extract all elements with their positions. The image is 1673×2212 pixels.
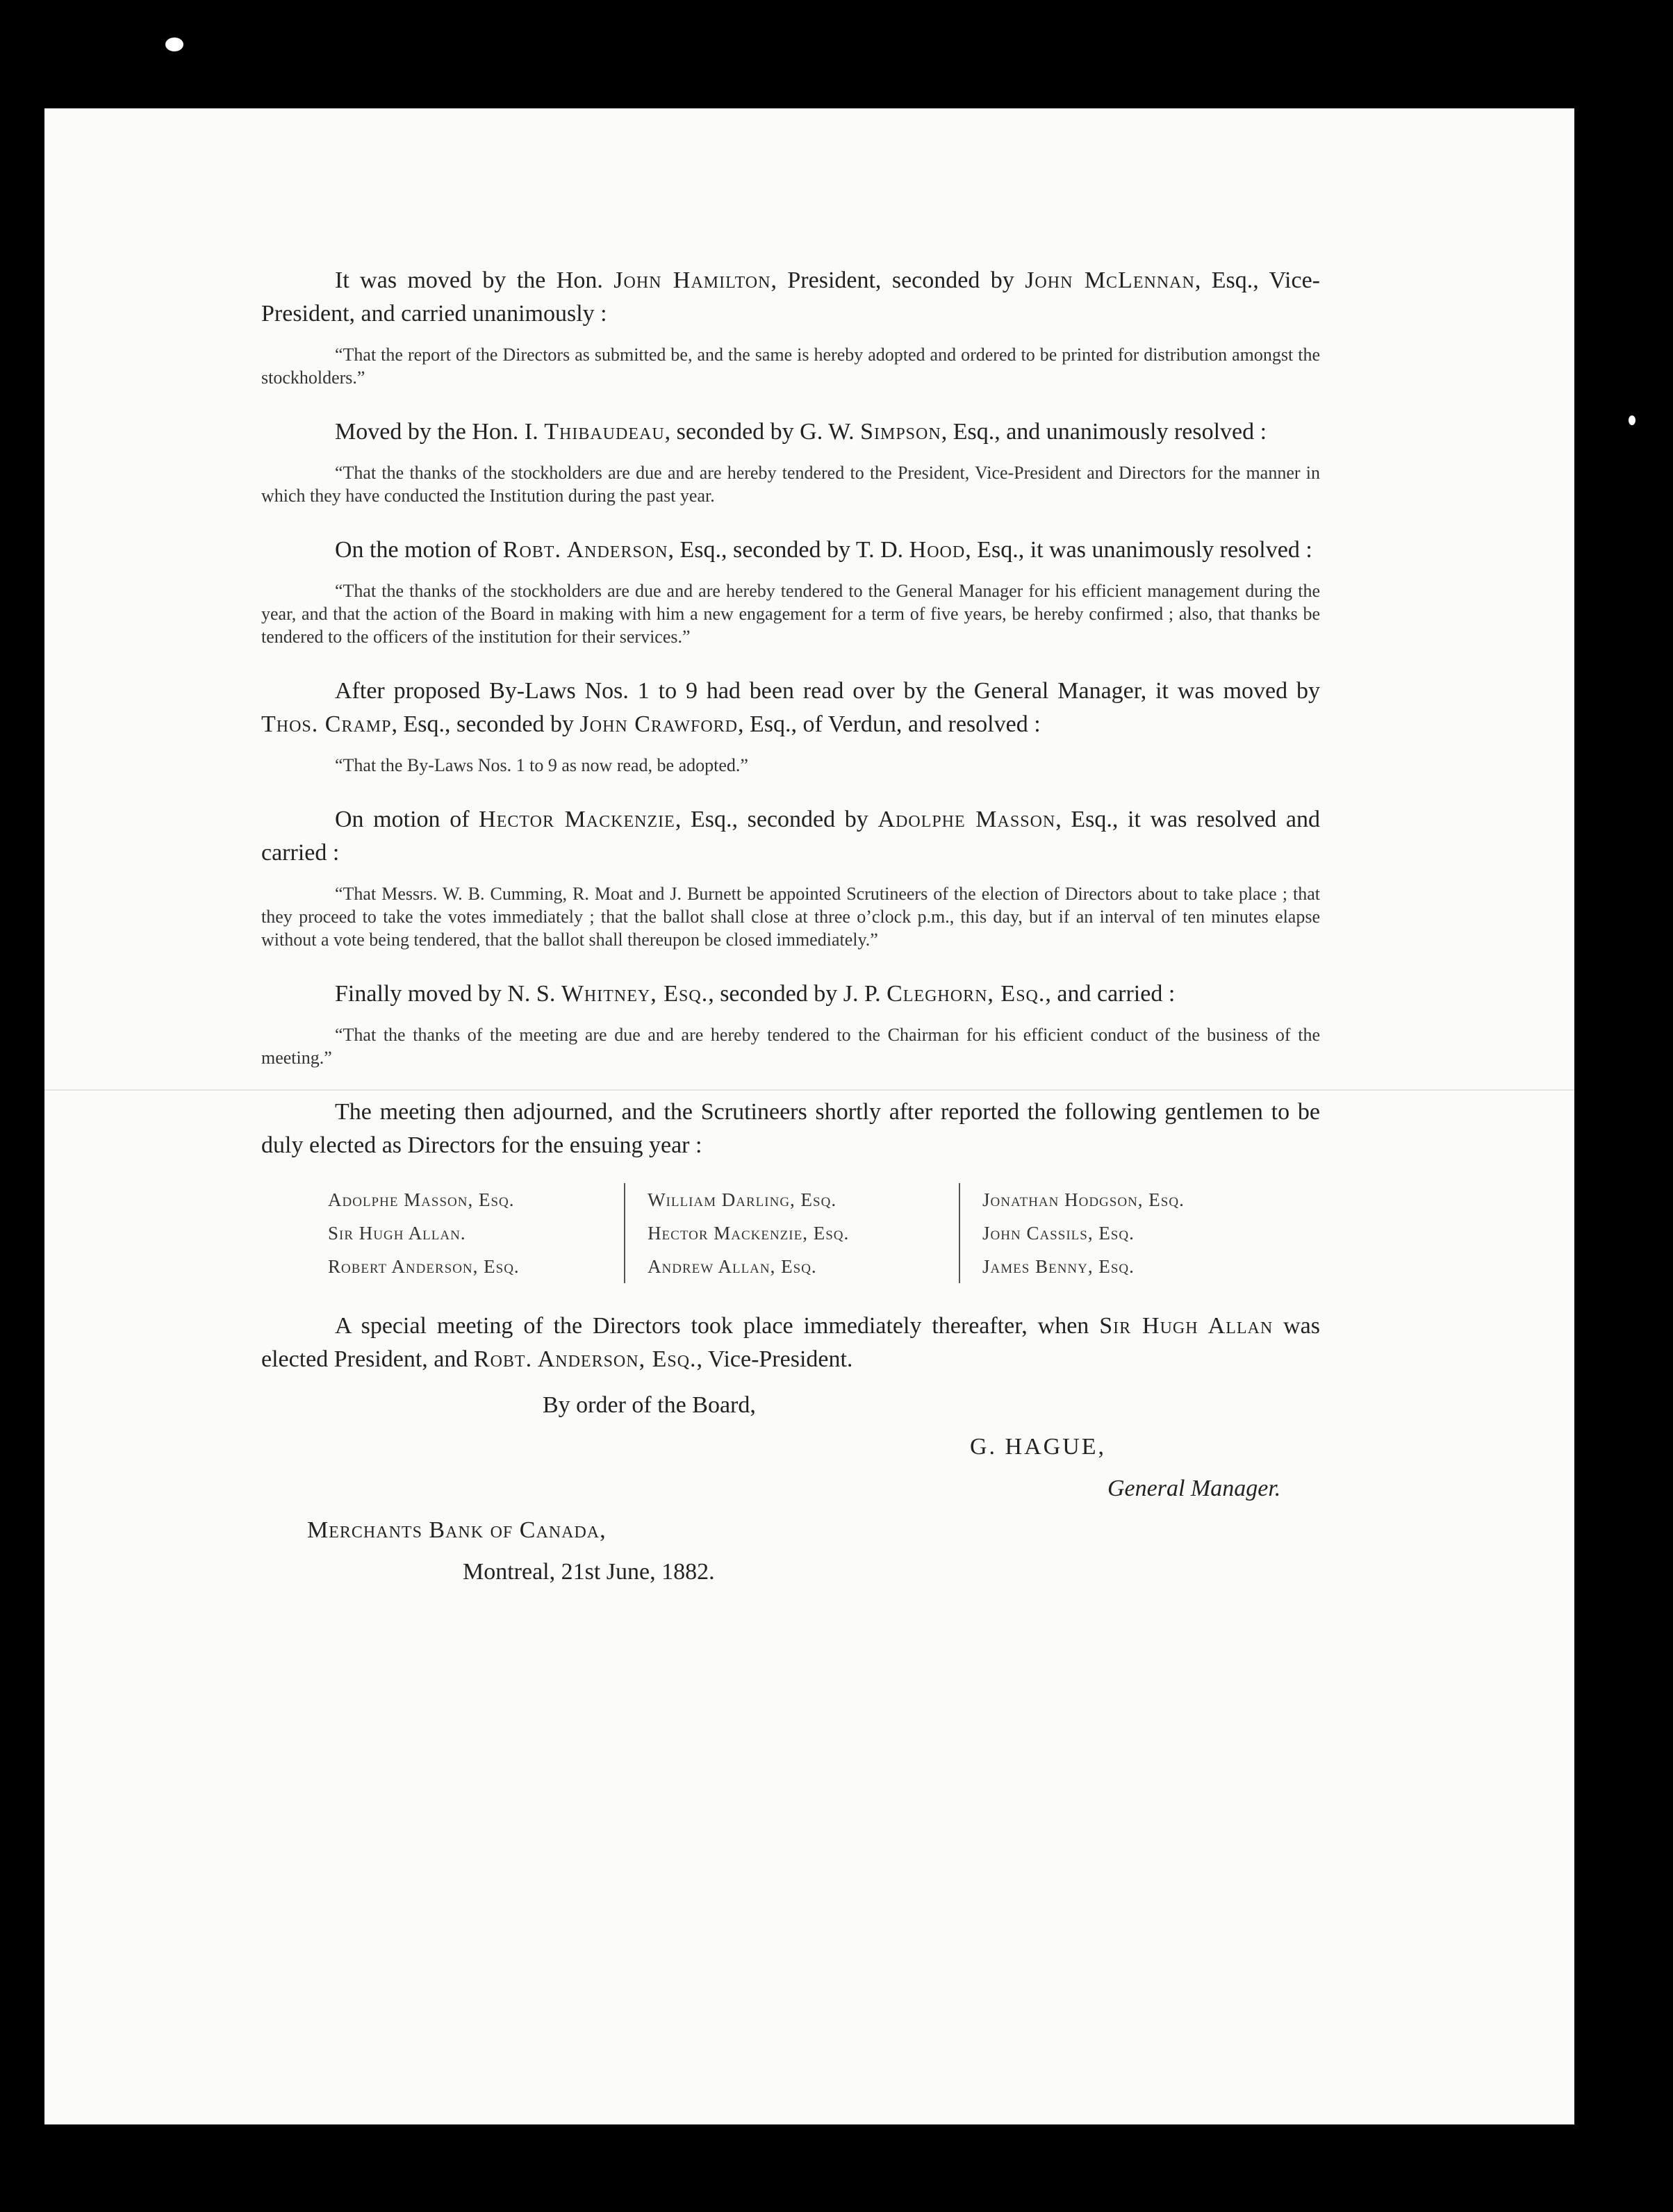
director-name: Andrew Allan, Esq. [648, 1256, 817, 1277]
text-run: , Esq., seconded by [675, 807, 878, 832]
place-date-line [261, 1555, 1320, 1597]
director-name: Adolphe Masson, Esq. [328, 1189, 515, 1210]
person-name: Hood [909, 537, 966, 563]
text-run: After proposed By-Laws Nos. 1 to 9 had been read over by the General Manager, it was moved by [335, 678, 1320, 704]
resolution-text: “That the thanks of the meeting are due and are hereby tendered to the Chairman for his efficient conduct of the business of the meeting.” [261, 1025, 1320, 1068]
bank-name: Merchants Bank of Canada, [307, 1517, 607, 1543]
motion-paragraph [261, 675, 1320, 741]
director-name: Hector Mackenzie, Esq. [648, 1223, 850, 1244]
text-run: , Esq., it was resolved and carried : [261, 807, 1321, 866]
directors-column-2 [625, 1183, 960, 1283]
text-run: , seconded by J. P. [708, 981, 887, 1007]
by-order: By order of the Board, [543, 1392, 756, 1418]
text-run: Finally moved by N. S. [335, 981, 561, 1007]
director-name: William Darling, Esq. [648, 1189, 837, 1210]
text-run: On motion of [335, 807, 479, 832]
person-name: John McLennan [1025, 267, 1195, 293]
person-name: Sir Hugh Allan [1099, 1313, 1274, 1339]
person-name: Thibaudeau [544, 419, 665, 445]
text-run: was elected President, and [261, 1313, 1320, 1372]
person-name: John Crawford [579, 711, 739, 737]
person-name: John Hamilton [613, 267, 771, 293]
bank-line [261, 1514, 1320, 1555]
text-run: , Vice-President. [696, 1346, 853, 1372]
minutes-body [261, 264, 1320, 1597]
directors-column-3 [960, 1183, 1294, 1283]
text-run: , Esq., of Verdun, and resolved : [738, 711, 1041, 737]
text-run: , Esq., Vice-President, and carried unanimously : [261, 267, 1321, 327]
motions-list [261, 264, 1320, 1096]
person-name: Thos. Cramp [261, 711, 392, 737]
text-run: , Esq., it was unanimously resolved : [965, 537, 1312, 563]
motion-paragraph [261, 803, 1320, 870]
scan-speck [165, 38, 183, 51]
director-name: Robert Anderson, Esq. [328, 1256, 520, 1277]
person-name: Simpson [860, 419, 941, 445]
person-name: Whitney, Esq. [561, 981, 709, 1007]
signatory-line [261, 1430, 1320, 1472]
resolution-text: “That the thanks of the stockholders are due and are hereby tendered to the President, Vice-President and Directors for the manner in which they have conducted the Institution during the past year. [261, 463, 1320, 506]
motion-paragraph [261, 977, 1320, 1011]
person-name: Adolphe Masson [877, 807, 1056, 832]
text-run: Moved by the Hon. I. [335, 419, 545, 445]
election-intro: The meeting then adjourned, and the Scrutineers shortly after reported the following gentlemen to be duly elected as Directors for the ensuing year : [261, 1099, 1320, 1158]
text-run: A special meeting of the Directors took place immediately thereafter, when [335, 1313, 1100, 1339]
motion-paragraph [261, 534, 1320, 567]
motion-paragraph [261, 264, 1320, 331]
person-name: Robt. Anderson [502, 537, 668, 563]
person-name: Hector Mackenzie [479, 807, 675, 832]
directors-column-1 [328, 1183, 625, 1283]
text-run: , Esq., and unanimously resolved : [941, 419, 1267, 445]
signatory-title-line [261, 1472, 1320, 1514]
signatory-title: General Manager. [1107, 1476, 1281, 1501]
place-date: Montreal, 21st June, 1882. [463, 1559, 715, 1585]
scan-speck [1629, 415, 1635, 425]
directors-list [328, 1183, 1294, 1283]
special-meeting-paragraph [261, 1310, 1320, 1376]
text-run: , President, seconded by [770, 267, 1025, 293]
director-name: Jonathan Hodgson, Esq. [982, 1189, 1185, 1210]
resolution-text: “That the By-Laws Nos. 1 to 9 as now read, be adopted.” [335, 755, 748, 775]
person-name: Cleghorn, Esq. [887, 981, 1046, 1007]
motion-paragraph [261, 415, 1320, 449]
director-name: Sir Hugh Allan. [328, 1223, 466, 1244]
by-order-line [261, 1389, 1320, 1430]
text-run: It was moved by the Hon. [335, 267, 614, 293]
resolution-text: “That Messrs. W. B. Cumming, R. Moat and J. Burnett be appointed Scrutineers of the election of Directors about to take place ; that they proceed to take the votes immediately ; that the ballot shall close at three o’clock p.m., this day, but if an interval of ten minutes elapse without a vote being tendered, that the ballot shall thereupon be closed immediately.” [261, 884, 1320, 950]
text-run: On the motion of [335, 537, 503, 563]
text-run: , Esq., seconded by T. D. [668, 537, 909, 563]
director-name: James Benny, Esq. [982, 1256, 1135, 1277]
director-name: John Cassils, Esq. [982, 1223, 1135, 1244]
text-run: , and carried : [1045, 981, 1176, 1007]
resolution-text: “That the report of the Directors as submitted be, and the same is hereby adopted and ordered to be printed for distribution amongst the stockholders.” [261, 345, 1320, 388]
text-run: , Esq., seconded by [391, 711, 580, 737]
resolution-text: “That the thanks of the stockholders are due and are hereby tendered to the General Manager for his efficient management during the year, and that the action of the Board in making with him a new engagement for a term of five years, be hereby confirmed ; also, that thanks be tendered to the officers of the institution for their services.” [261, 581, 1320, 647]
text-run: , seconded by G. W. [664, 419, 861, 445]
person-name: Robt. Anderson, Esq. [473, 1346, 697, 1372]
signatory-name: G. HAGUE, [970, 1434, 1107, 1460]
